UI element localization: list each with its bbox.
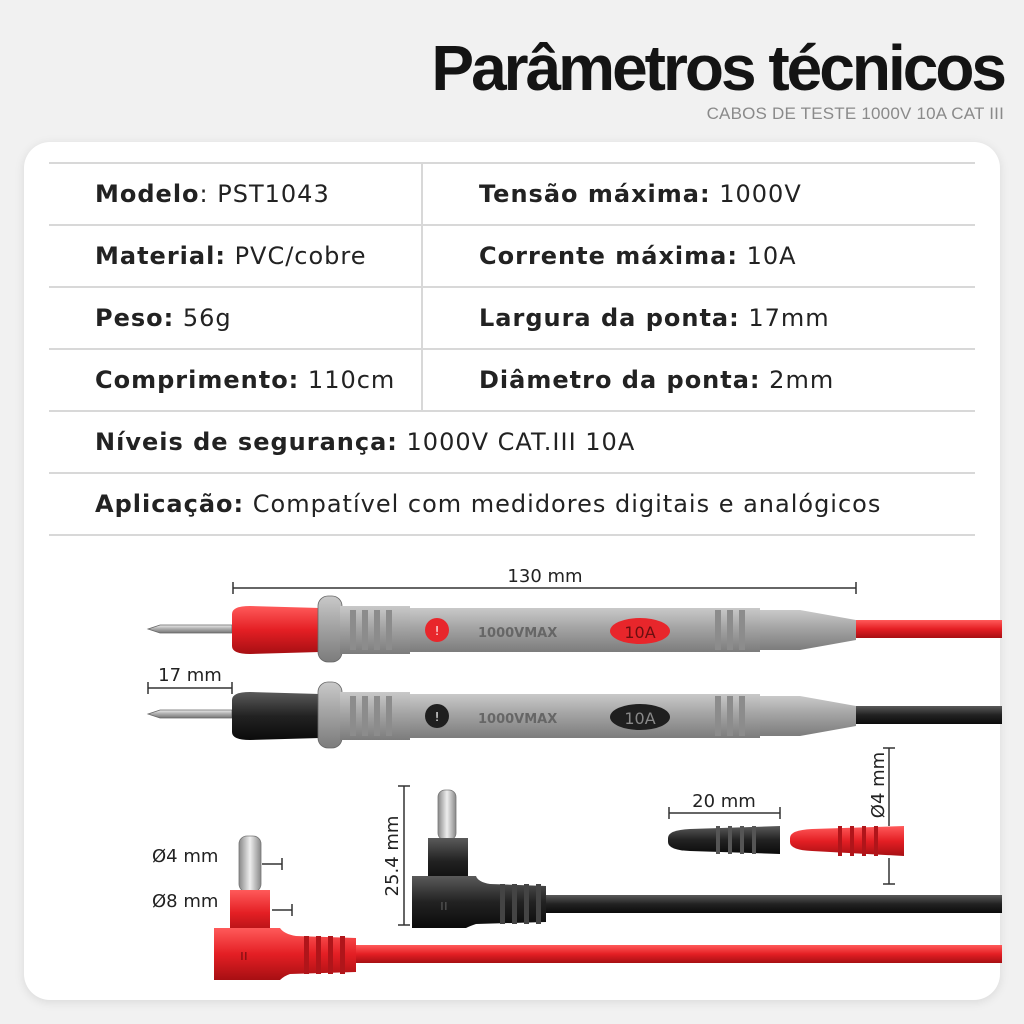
spec-label: Material:: [95, 242, 226, 270]
spec-value: 1000V CAT.III 10A: [406, 428, 636, 456]
dim-phi4-left-label: Ø4 mm: [152, 846, 219, 867]
dim-phi4-right-label: Ø4 mm: [868, 751, 889, 819]
probe-marking: 1000VMAX: [478, 712, 558, 727]
dim-25-4-label: 25.4 mm: [382, 815, 403, 897]
spec-label: Tensão máxima:: [479, 180, 711, 208]
svg-text:!: !: [434, 710, 440, 724]
black-probe: [148, 682, 1002, 748]
spec-value: PST1043: [217, 180, 330, 208]
probe-rating: 10A: [624, 623, 656, 642]
page-subtitle: CABOS DE TESTE 1000V 10A CAT III: [706, 104, 1004, 123]
spec-value: 1000V: [719, 180, 802, 208]
spec-label: Diâmetro da ponta:: [479, 366, 761, 394]
svg-text:ıı: ıı: [240, 948, 248, 964]
spec-value: 56g: [182, 304, 232, 332]
red-probe: [148, 596, 1002, 662]
dim-phi8-label: Ø8 mm: [152, 891, 219, 912]
dim-17-label: 17 mm: [158, 665, 222, 686]
dimension-130mm: [233, 566, 856, 594]
tip-covers: [668, 748, 904, 884]
spec-value: 2mm: [769, 366, 835, 394]
dimension-17mm: [148, 665, 232, 694]
spec-label: Corrente máxima:: [479, 242, 738, 270]
spec-label: Comprimento:: [95, 366, 300, 394]
spec-value: PVC/cobre: [234, 242, 367, 270]
svg-text:ıı: ıı: [440, 898, 448, 914]
spec-label: Largura da ponta:: [479, 304, 740, 332]
spec-label: Modelo: [95, 180, 200, 208]
svg-text:!: !: [434, 624, 440, 638]
probe-marking: 1000VMAX: [478, 626, 558, 641]
spec-value: 17mm: [748, 304, 830, 332]
spec-label: Níveis de segurança:: [95, 428, 398, 456]
dim-130-label: 130 mm: [507, 566, 583, 587]
dim-20-label: 20 mm: [692, 791, 756, 812]
page-title: Parâmetros técnicos: [431, 32, 1004, 104]
spec-separator: :: [199, 180, 218, 208]
spec-label: Peso:: [95, 304, 175, 332]
probe-rating: 10A: [624, 709, 656, 728]
spec-value: 110cm: [307, 366, 396, 394]
spec-label: Aplicação:: [95, 490, 245, 518]
spec-value: Compatível com medidores digitais e analógicos: [252, 490, 882, 518]
spec-value: 10A: [746, 242, 797, 270]
